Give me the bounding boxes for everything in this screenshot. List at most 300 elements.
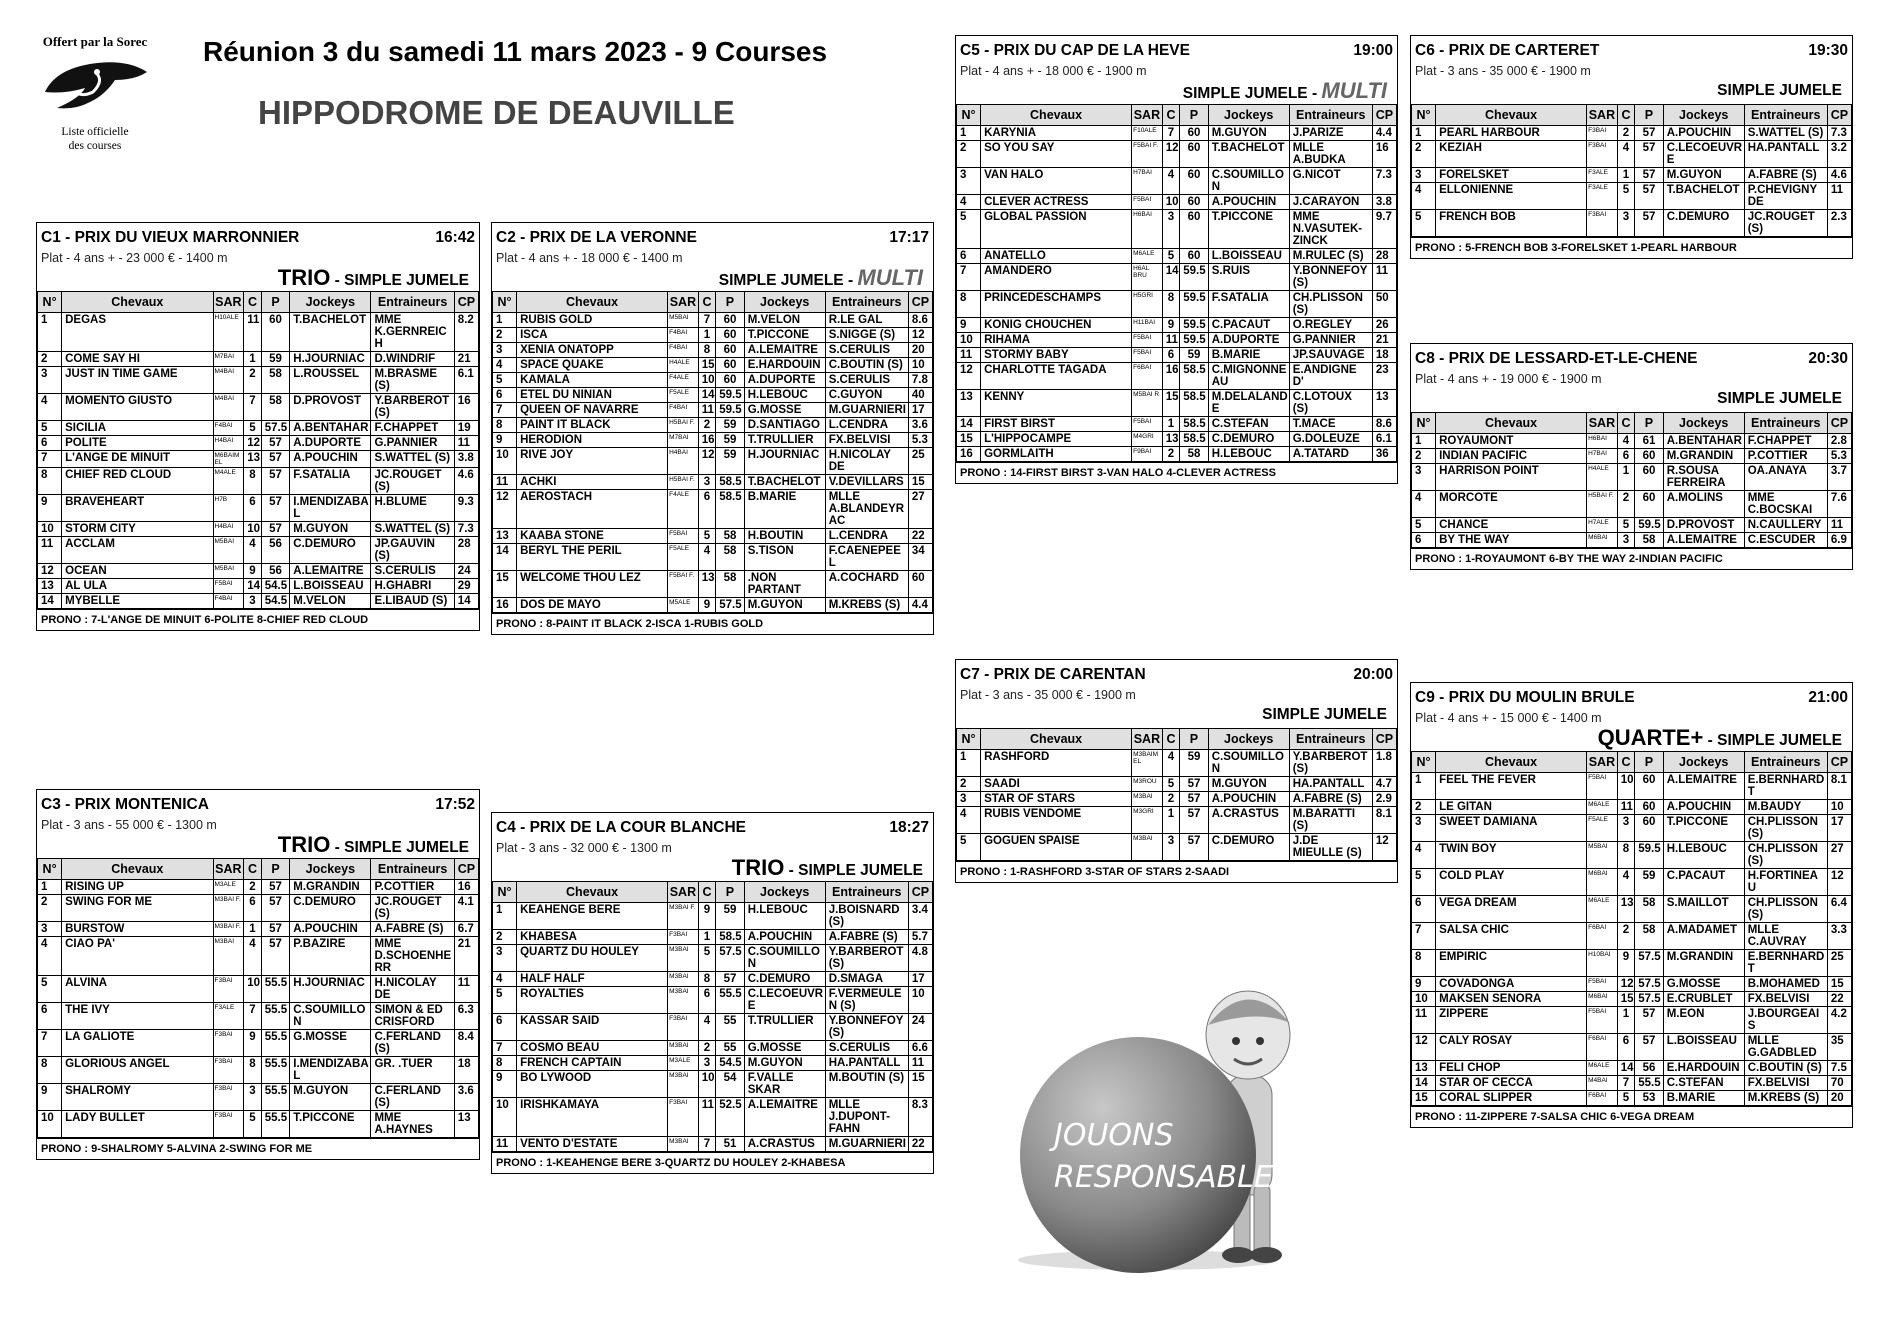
col-p: P [716, 292, 744, 313]
cell-sar: M4BAI [1587, 1076, 1618, 1091]
table-row [493, 313, 933, 328]
cell-trainer: MLLE J.DUPONT-FAHN [825, 1098, 908, 1137]
cell-c: 4 [1617, 141, 1635, 168]
cell-horse: EMPIRIC [1436, 950, 1587, 977]
cell-trainer: V.DEVILLARS [825, 475, 908, 490]
bet-types [1411, 386, 1852, 412]
cell-trainer: CH.PLISSON (S) [1744, 842, 1827, 869]
cell-jockey: R.SOUSA FERREIRA [1663, 464, 1744, 491]
cell-sar: F5ALE [1587, 815, 1618, 842]
cell-c: 7 [698, 313, 716, 328]
cell-num: 9 [38, 495, 62, 522]
cell-num: 3 [1412, 464, 1436, 491]
race-info: Plat - 3 ans - 55 000 € - 1300 m [41, 818, 217, 832]
cell-c: 2 [1162, 447, 1180, 462]
table-row [38, 1084, 479, 1111]
table-row [1412, 950, 1852, 977]
race-prono: PRONO : 1-ROYAUMONT 6-BY THE WAY 2-INDIAN PACIFIC [1411, 548, 1852, 569]
col-cp: CP [454, 859, 478, 880]
cell-horse: KEAHENGE BERE [517, 903, 668, 930]
cell-cp: 2.8 [1827, 434, 1851, 449]
table-row [38, 1030, 479, 1057]
cell-trainer: H.GHABRI [371, 579, 454, 594]
cell-p: 56 [261, 537, 290, 564]
cell-cp: 50 [1372, 291, 1396, 318]
cell-p: 58 [1635, 533, 1663, 548]
cell-p: 57 [1635, 1007, 1663, 1034]
col-num: N° [957, 729, 981, 750]
cell-num: 3 [957, 792, 981, 807]
cell-horse: WELCOME THOU LEZ [517, 571, 668, 598]
table-row [38, 1111, 479, 1138]
cell-jockey: T.TRULLIER [744, 1014, 825, 1041]
cell-jockey: A.DUPORTE [744, 373, 825, 388]
cell-num: 5 [1412, 518, 1436, 533]
cell-horse: ETEL DU NINIAN [517, 388, 668, 403]
race-info: Plat - 4 ans + - 15 000 € - 1400 m [1415, 711, 1602, 725]
cell-sar: M4BAI [213, 394, 244, 421]
cell-cp: 8.1 [1827, 773, 1851, 800]
cell-horse: KAABA STONE [517, 529, 668, 544]
cell-p: 57 [261, 436, 290, 451]
table-row [1412, 1061, 1852, 1076]
cell-c: 5 [244, 421, 262, 436]
cell-trainer: E.BERNHARD T [1744, 950, 1827, 977]
cell-trainer: L.CENDRA [825, 529, 908, 544]
cell-c: 12 [698, 448, 716, 475]
cell-p: 59.5 [716, 388, 744, 403]
cell-jockey: C.DEMURO [290, 895, 371, 922]
cell-sar: M6ALE [1587, 896, 1618, 923]
table-row [1412, 126, 1852, 141]
cell-p: 58.5 [1180, 390, 1208, 417]
cell-p: 59 [716, 448, 744, 475]
cell-num: 6 [957, 249, 981, 264]
cell-trainer: C.FERLAND (S) [371, 1030, 454, 1057]
cell-c: 3 [1617, 210, 1635, 237]
cell-p: 60 [1635, 773, 1663, 800]
race-header [37, 790, 479, 814]
cell-c: 2 [698, 1041, 716, 1056]
table-row [957, 792, 1397, 807]
bet-types [492, 265, 933, 291]
cell-horse: VAN HALO [981, 168, 1132, 195]
cell-num: 6 [493, 388, 517, 403]
meeting-title: Réunion 3 du samedi 11 mars 2023 - 9 Courses [203, 36, 828, 67]
table-row [493, 358, 933, 373]
cell-trainer: Y.BARBEROT (S) [371, 394, 454, 421]
cell-cp: 10 [908, 987, 932, 1014]
cell-cp: 6.1 [454, 367, 478, 394]
table-row [1412, 141, 1852, 168]
cell-sar: M6BAIM EL [213, 451, 244, 468]
cell-num: 10 [38, 1111, 62, 1138]
table-row [1412, 168, 1852, 183]
cell-sar: M3BAI [668, 987, 699, 1014]
cell-trainer: CH.PLISSON (S) [1744, 896, 1827, 923]
table-row [1412, 464, 1852, 491]
col-horse: Chevaux [981, 105, 1132, 126]
cell-cp: 29 [454, 579, 478, 594]
cell-horse: GORMLAITH [981, 447, 1132, 462]
cell-trainer: MLLE G.GADBLED [1744, 1034, 1827, 1061]
table-row [957, 126, 1397, 141]
cell-p: 57 [1635, 168, 1663, 183]
table-row [957, 264, 1397, 291]
cell-c: 4 [698, 1014, 716, 1041]
cell-cp: 15 [1827, 977, 1851, 992]
cell-cp: 24 [908, 1014, 932, 1041]
cell-num: 2 [38, 352, 62, 367]
cell-cp: 7.8 [908, 373, 932, 388]
cell-sar: H4BAI [213, 522, 244, 537]
race-card-c1 [36, 222, 480, 631]
cell-p: 58 [716, 571, 744, 598]
table-row [1412, 449, 1852, 464]
cell-horse: BRAVEHEART [62, 495, 213, 522]
cell-jockey: C.MIGNONNE AU [1208, 363, 1289, 390]
cell-p: 57 [261, 451, 290, 468]
cell-num: 11 [38, 537, 62, 564]
cell-p: 57 [1180, 834, 1208, 861]
cell-cp: 4.8 [908, 945, 932, 972]
table-row [38, 468, 479, 495]
cell-sar: F5BAI [1132, 417, 1163, 432]
cell-c: 7 [244, 1003, 262, 1030]
cell-horse: SHALROMY [62, 1084, 213, 1111]
cell-sar: F3BAI [1587, 126, 1618, 141]
cell-trainer: H.BLUME [371, 495, 454, 522]
cell-num: 9 [957, 318, 981, 333]
race-header [1411, 683, 1852, 707]
cell-sar: M7BAI [213, 352, 244, 367]
cell-jockey: C.SOUMILLO N [1208, 168, 1289, 195]
cell-c: 6 [1162, 348, 1180, 363]
cell-c: 11 [1162, 333, 1180, 348]
cell-c: 14 [244, 579, 262, 594]
cell-p: 60 [1180, 210, 1208, 249]
cell-c: 3 [1617, 533, 1635, 548]
cell-c: 1 [1617, 1007, 1635, 1034]
cell-c: 3 [244, 594, 262, 609]
cell-horse: FRENCH CAPTAIN [517, 1056, 668, 1071]
race-header [492, 813, 933, 837]
cell-num: 6 [38, 1003, 62, 1030]
race-prono: PRONO : 5-FRENCH BOB 3-FORELSKET 1-PEARL HARBOUR [1411, 237, 1852, 258]
cell-trainer: S.CERULIS [825, 373, 908, 388]
cell-horse: CLEVER ACTRESS [981, 195, 1132, 210]
cell-num: 2 [1412, 141, 1436, 168]
col-c: C [1162, 729, 1180, 750]
cell-num: 1 [1412, 126, 1436, 141]
race-header [956, 660, 1397, 684]
cell-cp: 4.1 [454, 895, 478, 922]
cell-p: 60 [261, 313, 290, 352]
table-row [1412, 923, 1852, 950]
cell-cp: 22 [908, 1137, 932, 1152]
cell-c: 10 [1162, 195, 1180, 210]
table-row [1412, 815, 1852, 842]
cell-p: 55.5 [261, 1003, 290, 1030]
col-horse: Chevaux [517, 292, 668, 313]
cell-trainer: C.FERLAND (S) [371, 1084, 454, 1111]
cell-c: 12 [244, 436, 262, 451]
table-row [957, 363, 1397, 390]
cell-p: 57 [261, 922, 290, 937]
cell-cp: 4.4 [1372, 126, 1396, 141]
table-row [957, 834, 1397, 861]
cell-cp: 35 [1827, 1034, 1851, 1061]
cell-p: 60 [716, 313, 744, 328]
cell-sar: F3ALE [1587, 183, 1618, 210]
table-row [957, 417, 1397, 432]
cell-num: 13 [38, 579, 62, 594]
table-row [1412, 1007, 1852, 1034]
cell-p: 58.5 [716, 930, 744, 945]
cell-p: 60 [1180, 168, 1208, 195]
cell-horse: CHANCE [1436, 518, 1587, 533]
cell-sar: M4ALE [213, 468, 244, 495]
table-row [38, 522, 479, 537]
cell-trainer: GR. .TUER [371, 1057, 454, 1084]
race-prono: PRONO : 1-RASHFORD 3-STAR OF STARS 2-SAADI [956, 861, 1397, 882]
cell-num: 2 [38, 895, 62, 922]
cell-horse: AEROSTACH [517, 490, 668, 529]
col-cp: CP [1827, 413, 1851, 434]
cell-p: 55 [716, 1014, 744, 1041]
cell-sar: M3BAI [1132, 792, 1163, 807]
cell-p: 58 [1635, 896, 1663, 923]
table-row [38, 394, 479, 421]
cell-num: 4 [957, 195, 981, 210]
race-time: 19:30 [1808, 42, 1848, 59]
cell-jockey: A.LEMAITRE [744, 343, 825, 358]
cell-p: 60 [1180, 195, 1208, 210]
cell-num: 8 [493, 1056, 517, 1071]
cell-c: 8 [698, 343, 716, 358]
cell-jockey: C.DEMURO [290, 537, 371, 564]
cell-num: 13 [957, 390, 981, 417]
cell-cp: 5.3 [1827, 449, 1851, 464]
cell-jockey: A.BENTAHAR [1663, 434, 1744, 449]
cell-num: 11 [493, 475, 517, 490]
cell-sar: M3ALE [213, 880, 244, 895]
table-row [1412, 1076, 1852, 1091]
race-title: C2 - PRIX DE LA VERONNE [496, 229, 697, 246]
cell-jockey: A.LEMAITRE [744, 1098, 825, 1137]
col-jockey: Jockeys [1663, 105, 1744, 126]
cell-trainer: A.FABRE (S) [825, 930, 908, 945]
table-row [1412, 977, 1852, 992]
cell-jockey: G.MOSSE [744, 1041, 825, 1056]
col-num: N° [493, 882, 517, 903]
cell-sar: M3BAI [1132, 834, 1163, 861]
cell-jockey: L.BOISSEAU [1208, 249, 1289, 264]
race-card-c2 [491, 222, 934, 635]
table-row [957, 141, 1397, 168]
cell-trainer: A.COCHARD [825, 571, 908, 598]
cell-jockey: M.GUYON [744, 598, 825, 613]
col-cp: CP [1827, 752, 1851, 773]
cell-jockey: A.POUCHIN [1663, 800, 1744, 815]
table-row [957, 249, 1397, 264]
col-horse: Chevaux [1436, 752, 1587, 773]
table-row [38, 313, 479, 352]
cell-cp: 8.3 [908, 1098, 932, 1137]
race-info: Plat - 4 ans + - 23 000 € - 1400 m [41, 251, 228, 265]
cell-jockey: G.MOSSE [1663, 977, 1744, 992]
cell-num: 4 [1412, 183, 1436, 210]
cell-jockey: H.JOURNIAC [290, 352, 371, 367]
cell-sar: M6BAI [1587, 992, 1618, 1007]
cell-num: 13 [1412, 1061, 1436, 1076]
cell-horse: SICILIA [62, 421, 213, 436]
table-row [1412, 518, 1852, 533]
table-row [1412, 896, 1852, 923]
cell-horse: STAR OF STARS [981, 792, 1132, 807]
table-row [493, 403, 933, 418]
cell-trainer: S.CERULIS [825, 343, 908, 358]
cell-num: 10 [493, 448, 517, 475]
cell-horse: BERYL THE PERIL [517, 544, 668, 571]
cell-c: 8 [244, 1057, 262, 1084]
cell-num: 2 [1412, 800, 1436, 815]
cell-trainer: M.RULEC (S) [1289, 249, 1372, 264]
cell-c: 5 [698, 529, 716, 544]
cell-cp: 22 [908, 529, 932, 544]
cell-p: 55.5 [1635, 1076, 1663, 1091]
cell-sar: F6BAI [1587, 1091, 1618, 1106]
bet-secondary: SIMPLE JUMELE - [718, 272, 858, 289]
cell-p: 59 [1180, 348, 1208, 363]
race-time: 17:52 [435, 796, 475, 813]
cell-trainer: G.PANNIER [1289, 333, 1372, 348]
cell-num: 10 [38, 522, 62, 537]
col-c: C [1617, 105, 1635, 126]
cell-c: 4 [1617, 869, 1635, 896]
cell-horse: LADY BULLET [62, 1111, 213, 1138]
sorec-logo [30, 34, 160, 154]
table-row [493, 529, 933, 544]
cell-horse: PRINCEDESCHAMPS [981, 291, 1132, 318]
cell-horse: SWING FOR ME [62, 895, 213, 922]
cell-sar: F6BAI [1587, 923, 1618, 950]
cell-horse: KAMALA [517, 373, 668, 388]
cell-cp: 11 [454, 436, 478, 451]
cell-horse: SALSA CHIC [1436, 923, 1587, 950]
cell-p: 57 [1180, 792, 1208, 807]
cell-horse: ISCA [517, 328, 668, 343]
cell-trainer: J.BOISNARD (S) [825, 903, 908, 930]
cell-horse: CIAO PA' [62, 937, 213, 976]
race-info: Plat - 3 ans - 35 000 € - 1900 m [960, 688, 1136, 702]
race-title: C5 - PRIX DU CAP DE LA HEVE [960, 42, 1190, 59]
col-p: P [1635, 105, 1663, 126]
table-row [957, 348, 1397, 363]
cell-num: 7 [38, 451, 62, 468]
cell-cp: 6.4 [1827, 896, 1851, 923]
cell-horse: KENNY [981, 390, 1132, 417]
cell-jockey: C.SOUMILLO N [290, 1003, 371, 1030]
cell-trainer: P.CHEVIGNY DE [1744, 183, 1827, 210]
cell-p: 58 [261, 367, 290, 394]
cell-jockey: C.SOUMILLO N [1208, 750, 1289, 777]
cell-cp: 4.6 [454, 468, 478, 495]
col-cp: CP [1372, 105, 1396, 126]
cell-jockey: C.DEMURO [744, 972, 825, 987]
table-row [493, 1071, 933, 1098]
race-prono: PRONO : 11-ZIPPERE 7-SALSA CHIC 6-VEGA DREAM [1411, 1106, 1852, 1127]
cell-c: 6 [698, 987, 716, 1014]
cell-jockey: C.DEMURO [1208, 834, 1289, 861]
cell-cp: 6.7 [454, 922, 478, 937]
cell-c: 5 [1162, 777, 1180, 792]
cell-sar: M3BAI [668, 1137, 699, 1152]
runners-table [956, 104, 1397, 462]
cell-p: 60 [1180, 126, 1208, 141]
cell-horse: STORM CITY [62, 522, 213, 537]
cell-cp: 34 [908, 544, 932, 571]
cell-num: 10 [1412, 992, 1436, 1007]
cell-cp: 4.7 [1372, 777, 1396, 792]
cell-sar: M3BAI F. [213, 922, 244, 937]
col-c: C [1617, 752, 1635, 773]
cell-horse: JUST IN TIME GAME [62, 367, 213, 394]
race-title: C6 - PRIX DE CARTERET [1415, 42, 1600, 59]
cell-trainer: Y.BONNEFOY (S) [825, 1014, 908, 1041]
cell-jockey: C.LECOEUVR E [1663, 141, 1744, 168]
cell-sar: H4ALE [668, 358, 699, 373]
cell-cp: 13 [454, 1111, 478, 1138]
cell-p: 60 [1180, 141, 1208, 168]
col-jockey: Jockeys [290, 292, 371, 313]
cell-sar: F5BAI F. [1132, 141, 1163, 168]
cell-trainer: M.BARATTI (S) [1289, 807, 1372, 834]
cell-num: 15 [493, 571, 517, 598]
cell-c: 4 [1162, 168, 1180, 195]
cell-c: 8 [698, 972, 716, 987]
col-sar: SAR [668, 882, 699, 903]
cell-num: 4 [493, 972, 517, 987]
table-row [493, 373, 933, 388]
cell-sar: F3BAI [213, 1030, 244, 1057]
col-sar: SAR [1587, 752, 1618, 773]
cell-sar: H5BAI F. [668, 475, 699, 490]
cell-num: 4 [493, 358, 517, 373]
race-time: 17:17 [889, 229, 929, 246]
cell-p: 57.5 [716, 598, 744, 613]
cell-p: 60 [716, 373, 744, 388]
race-info: Plat - 4 ans + - 18 000 € - 1400 m [496, 251, 683, 265]
cell-p: 59.5 [1180, 333, 1208, 348]
cell-jockey: A.POUCHIN [1663, 126, 1744, 141]
cell-p: 58 [261, 394, 290, 421]
cell-p: 57 [1180, 807, 1208, 834]
col-c: C [1617, 413, 1635, 434]
cell-trainer: H.NICOLAY DE [371, 976, 454, 1003]
cell-sar: H5GRI [1132, 291, 1163, 318]
cell-p: 59 [261, 352, 290, 367]
cell-horse: ANATELLO [981, 249, 1132, 264]
cell-num: 1 [957, 126, 981, 141]
cell-p: 59.5 [1180, 318, 1208, 333]
cell-sar: H7BAI [1587, 449, 1618, 464]
cell-num: 5 [957, 834, 981, 861]
cell-jockey: M.GUYON [290, 522, 371, 537]
cell-trainer: L.CENDRA [825, 418, 908, 433]
table-row [1412, 1034, 1852, 1061]
cell-c: 6 [1617, 449, 1635, 464]
